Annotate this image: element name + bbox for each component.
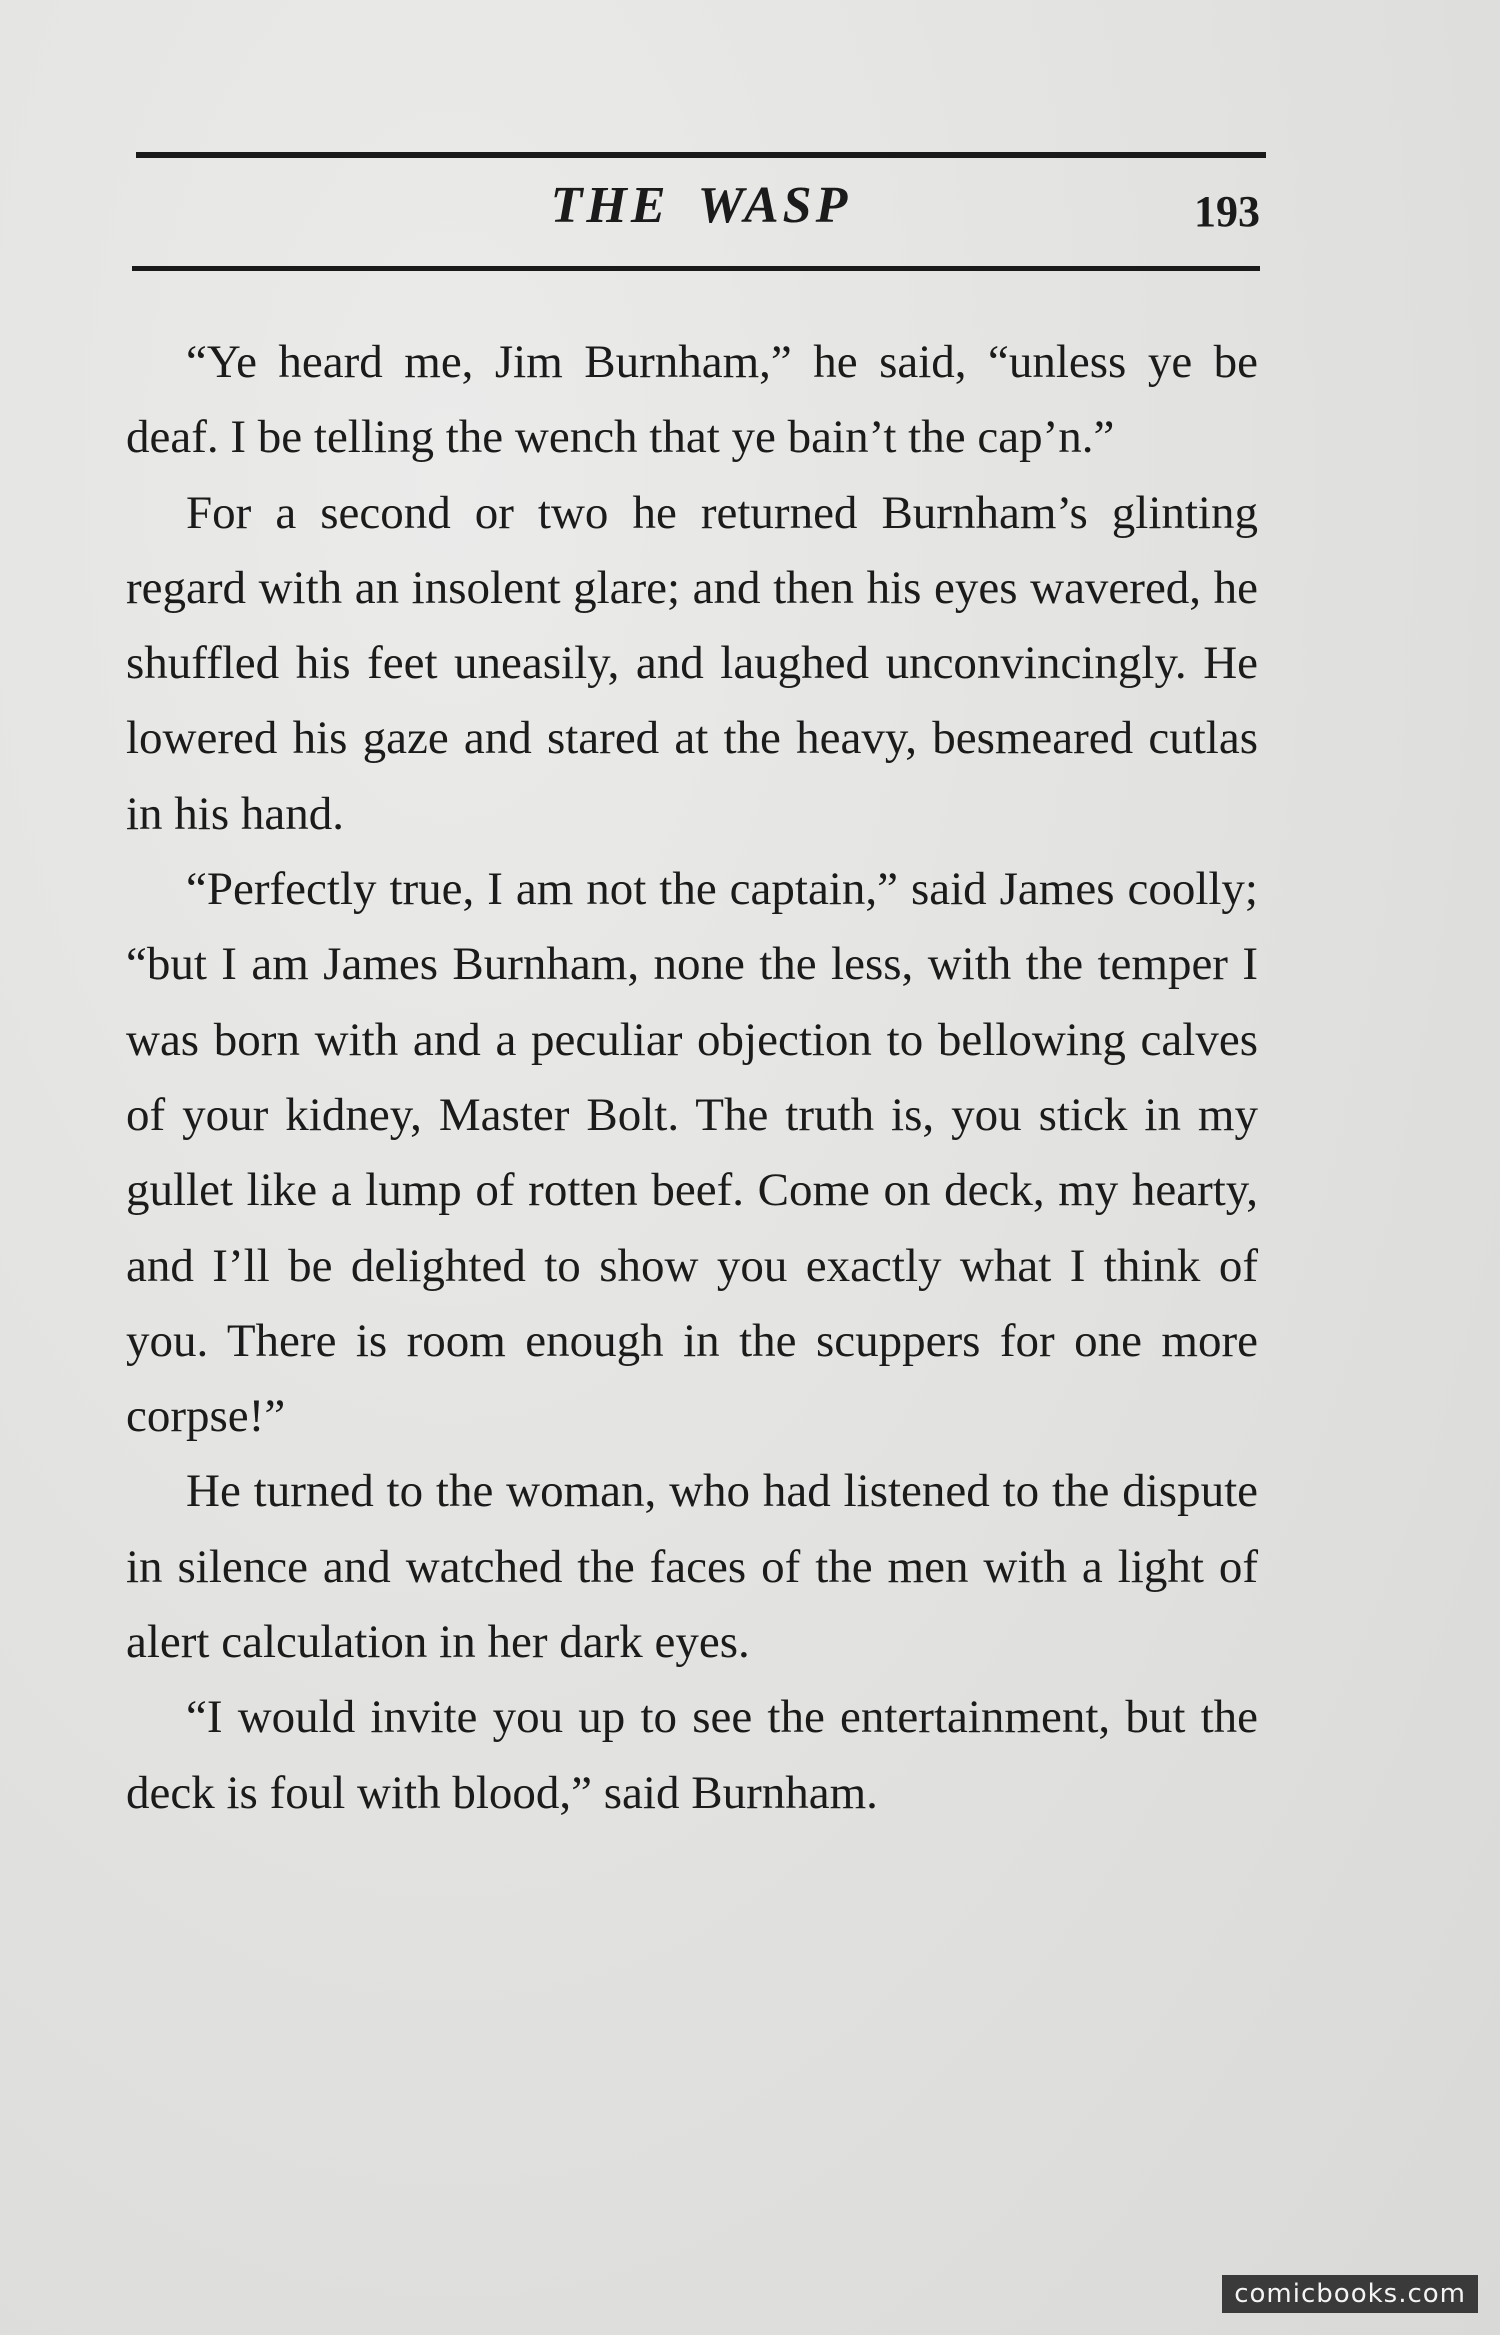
paragraph: “I would invite you up to see the entertainment, but the deck is foul with blood,” said Burnham. [126,1691,1258,1819]
paragraph: He turned to the woman, who had listened to the dispute in silence and watched the faces of the men with a light of alert calculation in her dark eyes. [126,1465,1258,1669]
page-number: 193 [1194,187,1260,236]
watermark: comicbooks.com [1222,2275,1478,2313]
paragraph: “Ye heard me, Jim Burnham,” he said, “unless ye be deaf. I be telling the wench that ye bain’t the cap’n.” [126,336,1258,464]
header-rule-bottom [132,266,1260,271]
header-rule-top [136,152,1266,158]
paragraph: “Perfectly true, I am not the captain,” said James coolly; “but I am James Burnham, none the less, with the temper I was born with and a peculiar objection to bellowing calves of your kidney, Master Bolt. The truth is, you stick in my gullet like a lump of rotten beef. Come on deck, my hearty, and I’ll be delighted to show you exactly what I think of you. There is room enough in the scuppers for one more corpse!” [126,863,1258,1443]
paragraph: For a second or two he returned Burnham’s glinting regard with an insolent glare; and then his eyes wavered, he shuffled his feet uneasily, and laughed unconvincingly. He lowered his gaze and stared at the heavy, besmeared cutlas in his hand. [126,486,1258,840]
body-text [126,325,1258,1831]
running-title: THE WASP [550,177,852,234]
